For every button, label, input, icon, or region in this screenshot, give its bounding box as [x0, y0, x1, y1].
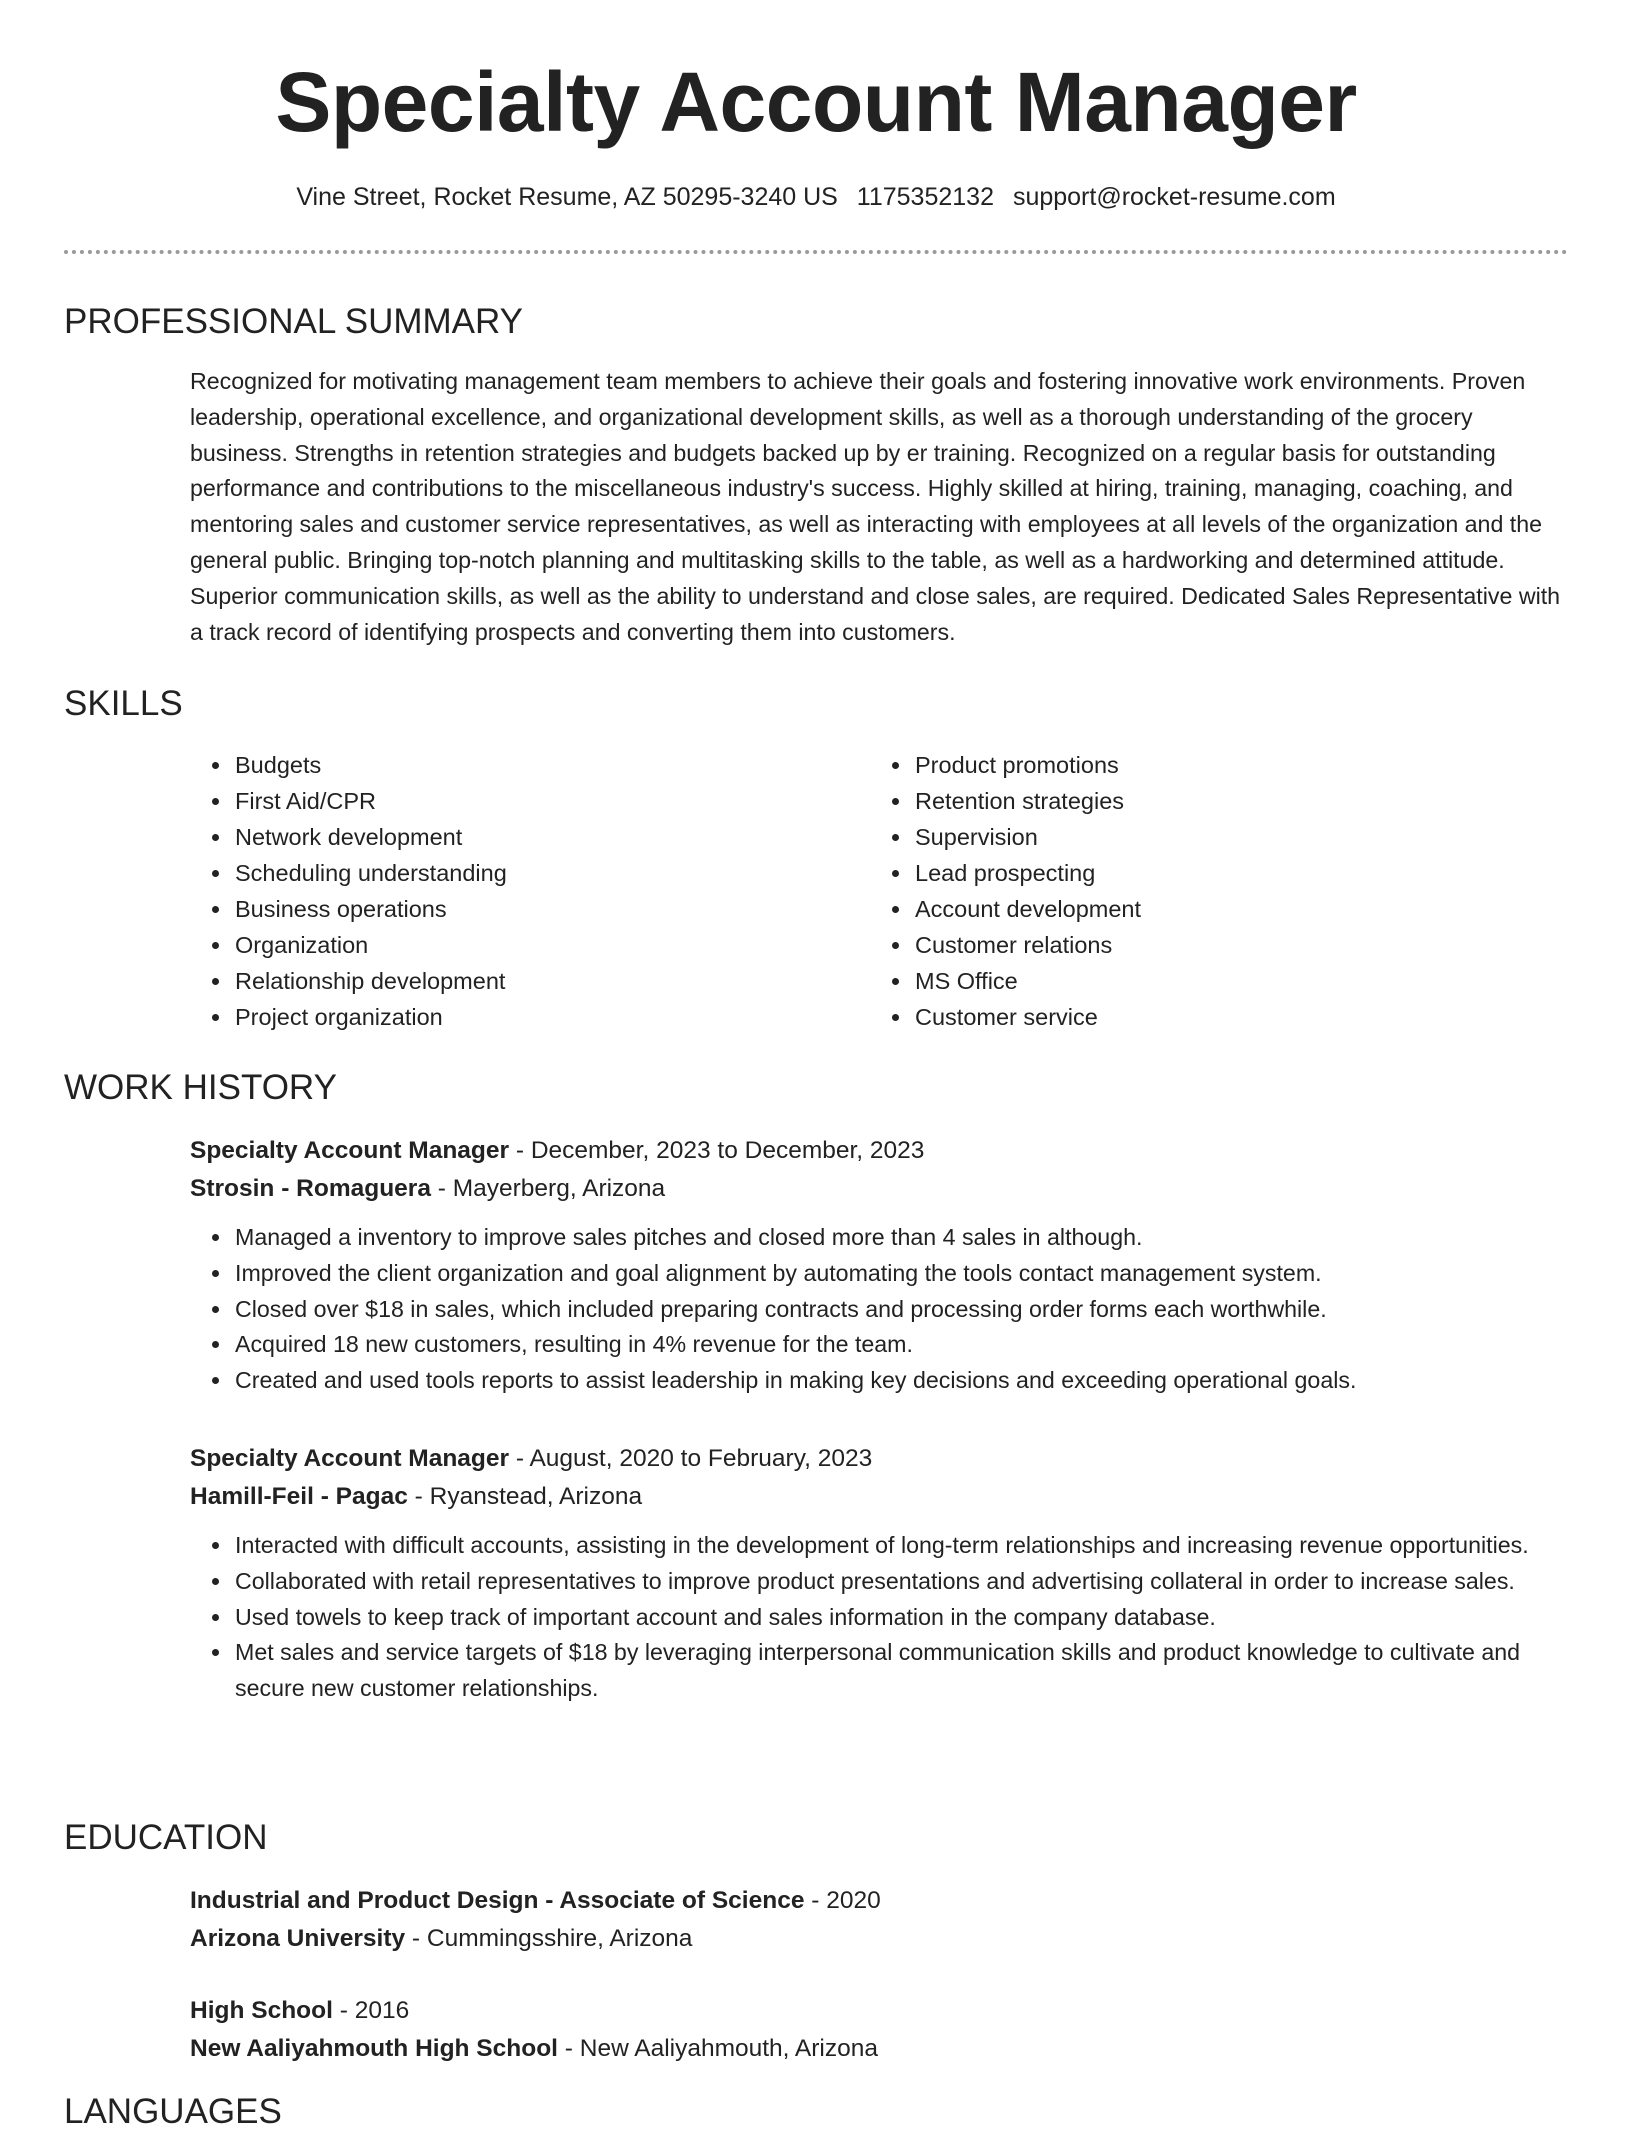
job-bullets: [190, 1528, 1570, 1707]
skill-item: • Scheduling understanding: [233, 855, 853, 891]
skill-item: • Customer relations: [913, 927, 1533, 963]
header-divider: [64, 250, 1568, 254]
skill-item: • Customer service: [913, 999, 1533, 1035]
edu-school: Arizona University: [190, 1925, 406, 1952]
education-entry: [190, 1992, 1570, 2068]
job-entry: [190, 1132, 1570, 1399]
edu-location: - New Aaliyahmouth, Arizona: [557, 2035, 879, 2062]
summary-heading: PROFESSIONAL SUMMARY: [64, 302, 523, 341]
skill-item: • First Aid/CPR: [233, 783, 853, 819]
edu-degree: High School: [190, 1997, 333, 2024]
job-dates: - August, 2020 to February, 2023: [509, 1445, 873, 1472]
job-bullet: • Managed a inventory to improve sales pitches and closed more than 4 sales in although.: [233, 1220, 1570, 1256]
job-bullet: • Used towels to keep track of important account and sales information in the company database.: [233, 1600, 1570, 1636]
contact-phone: 1175352132: [856, 183, 994, 211]
skill-item: • Project organization: [233, 999, 853, 1035]
skill-item: • Network development: [233, 819, 853, 855]
skill-item: • Business operations: [233, 891, 853, 927]
edu-school-line: [190, 1920, 1570, 1958]
skill-item: • Relationship development: [233, 963, 853, 999]
job-title: Specialty Account Manager: [190, 1445, 510, 1472]
job-company: Hamill-Feil - Pagac: [190, 1483, 408, 1510]
summary-text: Recognized for motivating management team members to achieve their goals and fostering innovative work environments. Proven leadership, operational excellence, and organizational development skills, as well as a thorough understanding of the grocery business. Strengths in retention strategies and budgets backed up by er training. Recognized on a regular basis for outstanding performance and contributions to the miscellaneous industry's success. Highly skilled at hiring, training, managing, coaching, and mentoring sales and customer service representatives, as well as interacting with employees at all levels of the organization and the general public. Bringing top-notch planning and multitasking skills to the table, as well as a hardworking and determined attitude. Superior communication skills, as well as the ability to understand and close sales, are required. Dedicated Sales Representative with a track record of identifying prospects and converting them into customers.: [190, 368, 1561, 645]
skills-heading: SKILLS: [64, 684, 183, 723]
edu-degree-line: [190, 1882, 1570, 1920]
work-history-heading: WORK HISTORY: [64, 1068, 337, 1107]
job-bullet: • Interacted with difficult accounts, assisting in the development of long-term relationships and increasing revenue opportunities.: [233, 1528, 1570, 1564]
job-bullet: • Improved the client organization and goal alignment by automating the tools contact management system.: [233, 1256, 1570, 1292]
job-title-line: [190, 1440, 1570, 1478]
skills-list-right: [870, 747, 1533, 1035]
skill-item: • Retention strategies: [913, 783, 1533, 819]
job-company: Strosin - Romaguera: [190, 1175, 431, 1202]
job-title-line: [190, 1132, 1570, 1170]
languages-heading: LANGUAGES: [64, 2092, 282, 2131]
job-bullet: • Created and used tools reports to assist leadership in making key decisions and exceeding operational goals.: [233, 1363, 1570, 1399]
edu-degree: Industrial and Product Design - Associate of Science: [190, 1887, 805, 1914]
job-company-line: [190, 1478, 1570, 1516]
job-entry: [190, 1440, 1570, 1707]
education-heading: EDUCATION: [64, 1818, 268, 1857]
skills-list-left: [190, 747, 853, 1035]
skill-item: • Account development: [913, 891, 1533, 927]
job-bullet: • Met sales and service targets of $18 by leveraging interpersonal communication skills and product knowledge to cultivate and secure new customer relationships.: [233, 1635, 1570, 1707]
job-location: - Mayerberg, Arizona: [430, 1175, 666, 1202]
skill-item: • Lead prospecting: [913, 855, 1533, 891]
job-location: - Ryanstead, Arizona: [407, 1483, 643, 1510]
job-bullet: • Closed over $18 in sales, which included preparing contracts and processing order forms each worthwhile.: [233, 1292, 1570, 1328]
skill-item: • Supervision: [913, 819, 1533, 855]
skill-item: • MS Office: [913, 963, 1533, 999]
edu-year: - 2016: [332, 1997, 410, 2024]
job-company-line: [190, 1170, 1570, 1208]
contact-address: Vine Street, Rocket Resume, AZ 50295-3240 US: [296, 183, 838, 211]
job-title: Specialty Account Manager: [190, 1137, 510, 1164]
edu-degree-line: [190, 1992, 1570, 2030]
job-bullet: • Acquired 18 new customers, resulting in 4% revenue for the team.: [233, 1327, 1570, 1363]
skill-item: • Organization: [233, 927, 853, 963]
job-bullet: • Collaborated with retail representatives to improve product presentations and advertising collateral in order to increase sales.: [233, 1564, 1570, 1600]
edu-year: - 2020: [804, 1887, 881, 1914]
skill-item: • Budgets: [233, 747, 853, 783]
job-dates: - December, 2023 to December, 2023: [509, 1137, 925, 1164]
resume-name: Specialty Account Manager: [275, 55, 1357, 149]
edu-school-line: [190, 2030, 1570, 2068]
edu-location: - Cummingsshire, Arizona: [405, 1925, 693, 1952]
education-entry: [190, 1882, 1570, 1958]
contact-email: support@rocket-resume.com: [1012, 183, 1336, 211]
edu-school: New Aaliyahmouth High School: [190, 2035, 558, 2062]
job-bullets: [190, 1220, 1570, 1399]
contact-line: [0, 180, 1632, 214]
skill-item: • Product promotions: [913, 747, 1533, 783]
